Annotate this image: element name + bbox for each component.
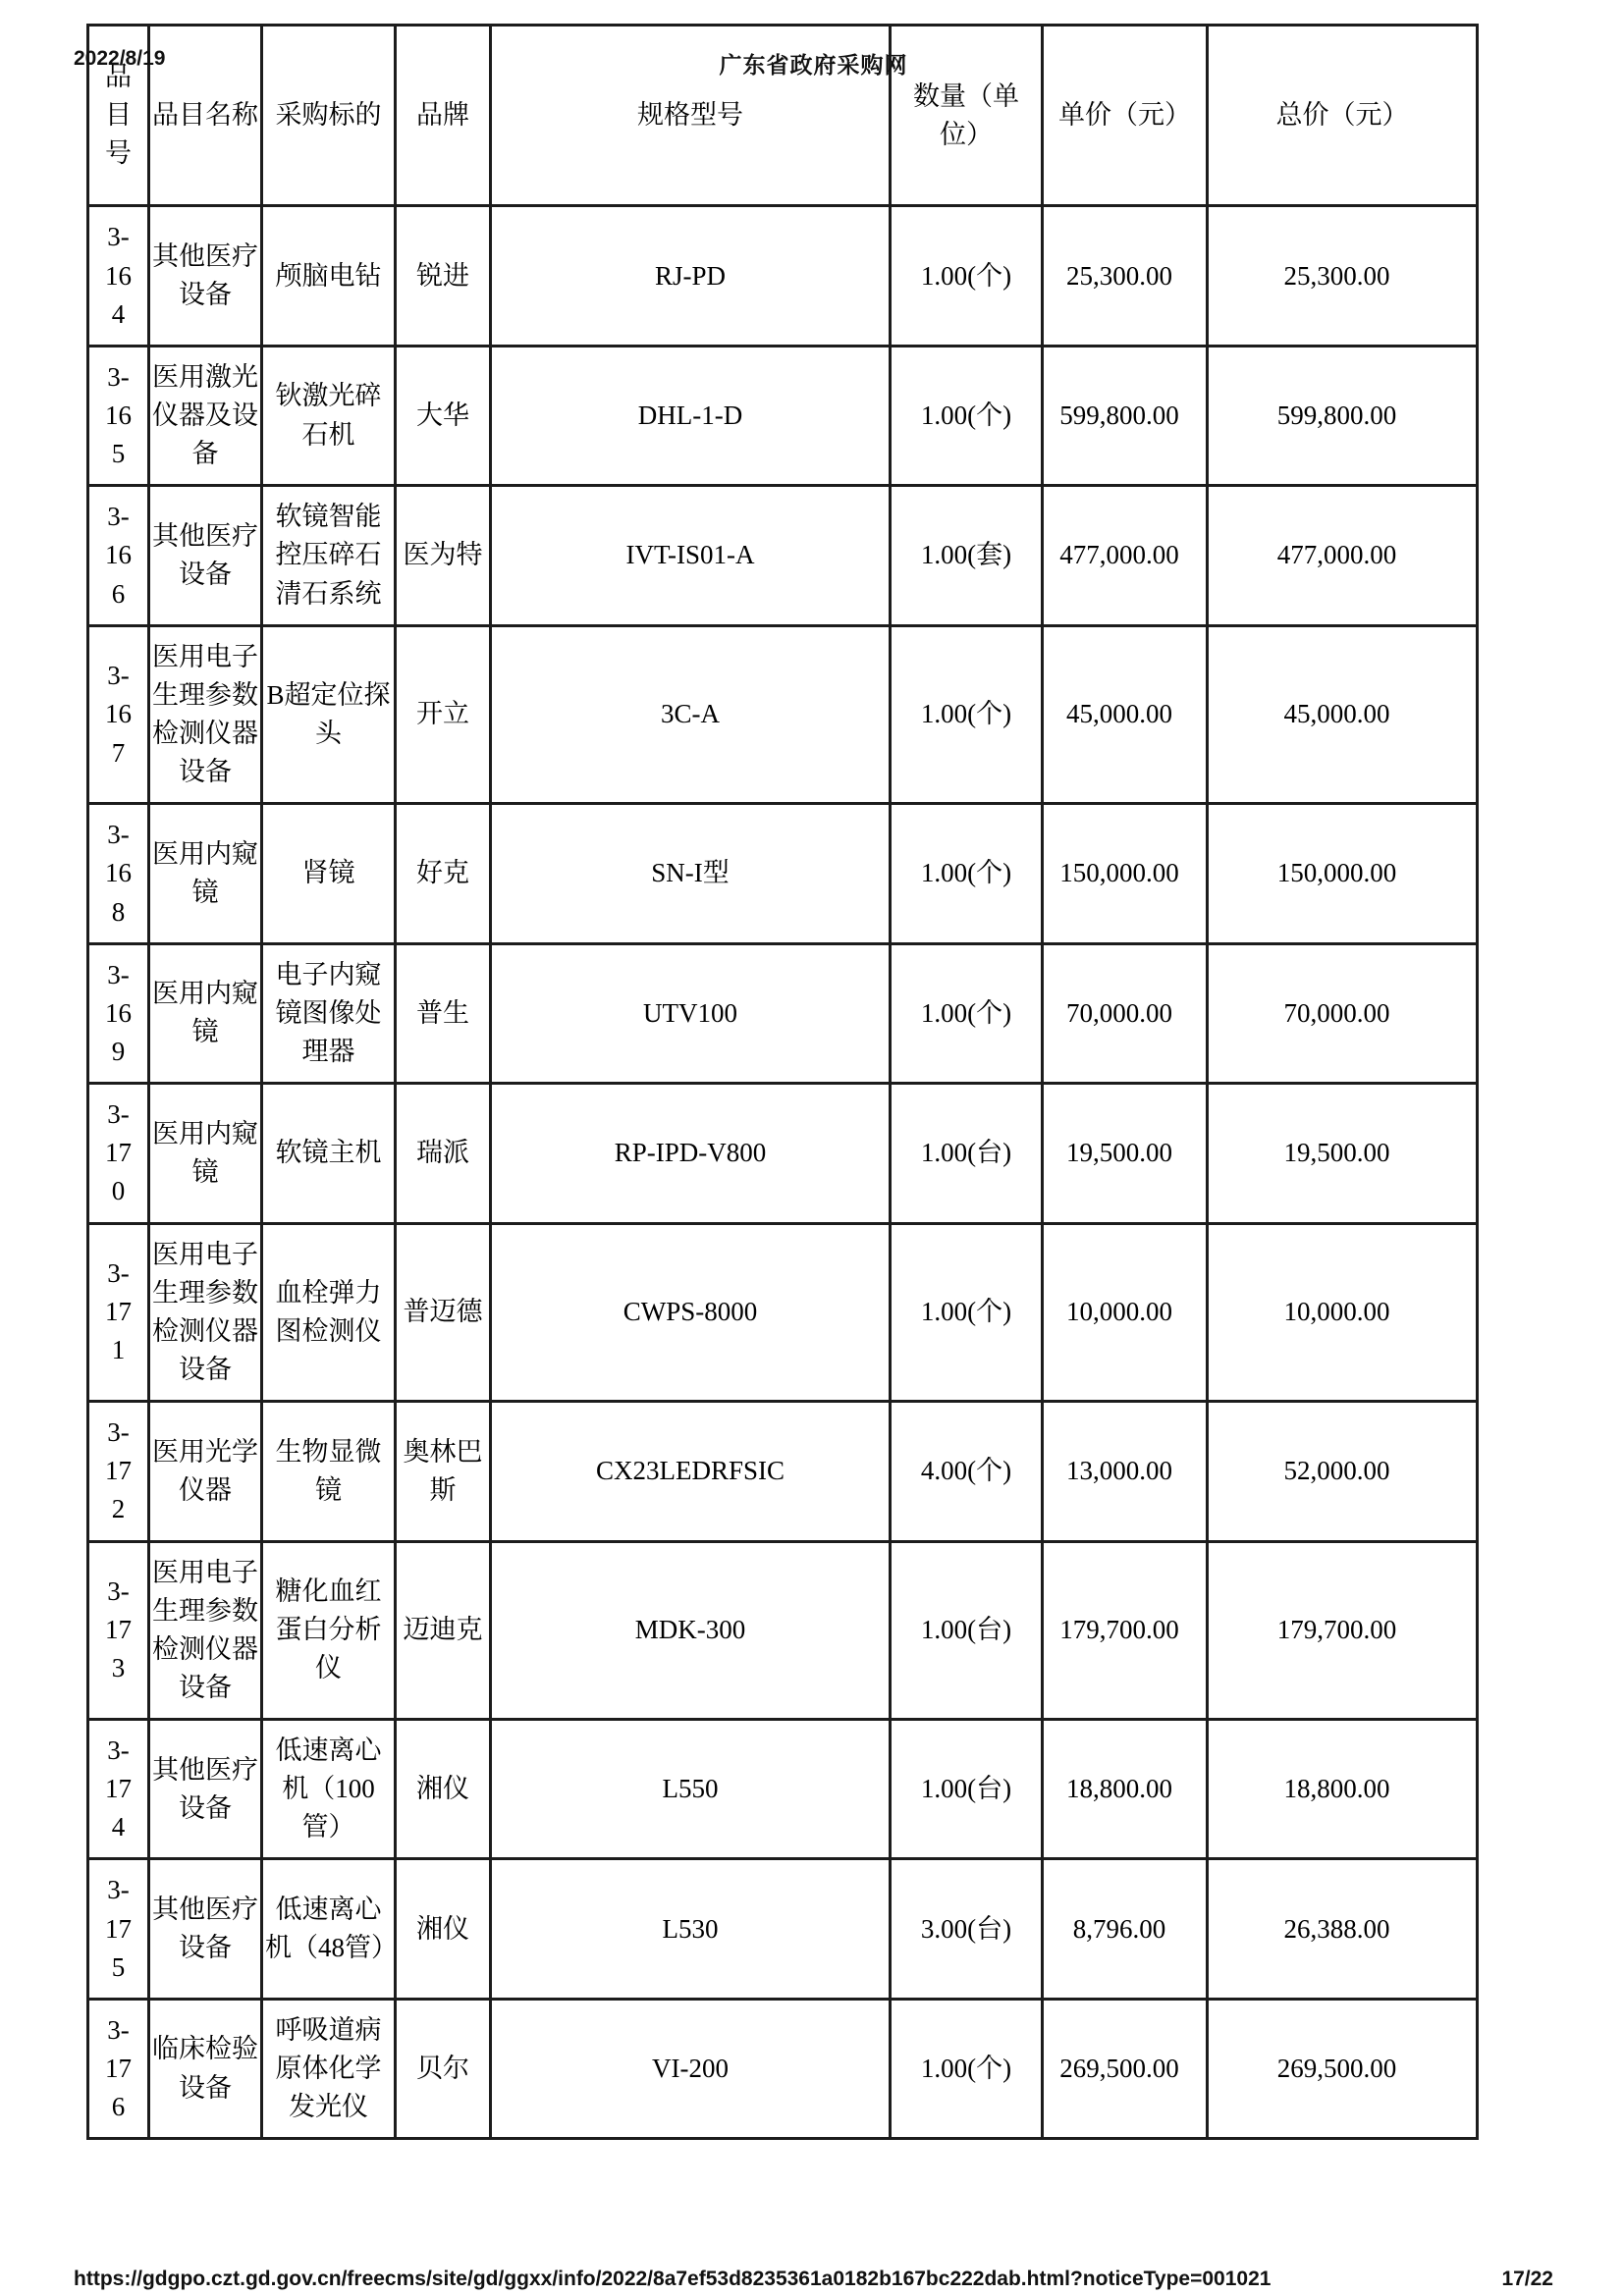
table-row: [88, 1402, 1478, 1541]
cell-model: VI-200: [491, 1999, 891, 2138]
cell-total-price: 599,800.00: [1208, 346, 1478, 485]
cell-item-name: 临床检验设备: [149, 1999, 262, 2138]
cell-model: UTV100: [491, 943, 891, 1083]
cell-target: 钬激光碎石机: [262, 346, 396, 485]
cell-item-name: 医用内窥镜: [149, 804, 262, 943]
source-url: https://gdgpo.czt.gd.gov.cn/freecms/site/gd/ggxx/info/2022/8a7ef53d8235361a0182b167bc222dab.html?noticeType=001021: [74, 2268, 1272, 2290]
cell-item-name: 医用激光仪器及设备: [149, 346, 262, 485]
cell-item-no: 3-172: [88, 1402, 149, 1541]
cell-model: RP-IPD-V800: [491, 1084, 891, 1223]
cell-item-no: 3-169: [88, 943, 149, 1083]
cell-total-price: 45,000.00: [1208, 625, 1478, 804]
cell-brand: 大华: [396, 346, 491, 485]
cell-item-no: 3-166: [88, 486, 149, 625]
print-header: [74, 47, 1553, 77]
cell-target: 低速离心机（100管）: [262, 1720, 396, 1859]
cell-model: 3C-A: [491, 625, 891, 804]
cell-unit-price: 477,000.00: [1043, 486, 1208, 625]
cell-unit-price: 269,500.00: [1043, 1999, 1208, 2138]
cell-model: MDK-300: [491, 1541, 891, 1720]
cell-target: 电子内窥镜图像处理器: [262, 943, 396, 1083]
cell-quantity: 1.00(台): [891, 1084, 1043, 1223]
table-row: [88, 804, 1478, 943]
cell-quantity: 1.00(套): [891, 486, 1043, 625]
cell-item-no: 3-168: [88, 804, 149, 943]
cell-quantity: 1.00(个): [891, 1999, 1043, 2138]
cell-item-name: 其他医疗设备: [149, 486, 262, 625]
cell-item-name: 其他医疗设备: [149, 1720, 262, 1859]
cell-brand: 开立: [396, 625, 491, 804]
cell-quantity: 1.00(个): [891, 1223, 1043, 1402]
cell-target: 肾镜: [262, 804, 396, 943]
cell-unit-price: 10,000.00: [1043, 1223, 1208, 1402]
procurement-items-table: [86, 24, 1479, 2140]
cell-total-price: 179,700.00: [1208, 1541, 1478, 1720]
cell-brand: 湘仪: [396, 1720, 491, 1859]
cell-total-price: 150,000.00: [1208, 804, 1478, 943]
cell-total-price: 269,500.00: [1208, 1999, 1478, 2138]
cell-total-price: 26,388.00: [1208, 1859, 1478, 1999]
cell-target: 低速离心机（48管）: [262, 1859, 396, 1999]
cell-item-no: 3-164: [88, 206, 149, 346]
table-row: [88, 206, 1478, 346]
cell-quantity: 3.00(台): [891, 1859, 1043, 1999]
table-row: [88, 1223, 1478, 1402]
cell-target: 血栓弹力图检测仪: [262, 1223, 396, 1402]
cell-quantity: 1.00(台): [891, 1720, 1043, 1859]
cell-brand: 普生: [396, 943, 491, 1083]
cell-target: 生物显微镜: [262, 1402, 396, 1541]
cell-brand: 锐进: [396, 206, 491, 346]
cell-quantity: 1.00(个): [891, 206, 1043, 346]
cell-brand: 奥林巴斯: [396, 1402, 491, 1541]
table-row: [88, 1999, 1478, 2138]
column-header-item-no: 品目号: [88, 26, 149, 206]
cell-item-name: 医用电子生理参数检测仪器设备: [149, 625, 262, 804]
cell-item-no: 3-174: [88, 1720, 149, 1859]
cell-unit-price: 45,000.00: [1043, 625, 1208, 804]
table-row: [88, 1859, 1478, 1999]
cell-target: B超定位探头: [262, 625, 396, 804]
cell-brand: 瑞派: [396, 1084, 491, 1223]
cell-unit-price: 179,700.00: [1043, 1541, 1208, 1720]
cell-total-price: 70,000.00: [1208, 943, 1478, 1083]
column-header-total-price: 总价（元）: [1208, 26, 1478, 206]
cell-item-name: 医用内窥镜: [149, 1084, 262, 1223]
cell-item-no: 3-175: [88, 1859, 149, 1999]
cell-item-no: 3-173: [88, 1541, 149, 1720]
cell-item-no: 3-171: [88, 1223, 149, 1402]
cell-item-name: 医用光学仪器: [149, 1402, 262, 1541]
cell-item-name: 医用电子生理参数检测仪器设备: [149, 1541, 262, 1720]
cell-brand: 医为特: [396, 486, 491, 625]
table-row: [88, 943, 1478, 1083]
column-header-item-name: 品目名称: [149, 26, 262, 206]
table-row: [88, 1720, 1478, 1859]
cell-quantity: 1.00(个): [891, 346, 1043, 485]
cell-item-name: 医用内窥镜: [149, 943, 262, 1083]
column-header-target: 采购标的: [262, 26, 396, 206]
cell-target: 呼吸道病原体化学发光仪: [262, 1999, 396, 2138]
cell-brand: 普迈德: [396, 1223, 491, 1402]
cell-item-name: 医用电子生理参数检测仪器设备: [149, 1223, 262, 1402]
cell-total-price: 19,500.00: [1208, 1084, 1478, 1223]
table-row: [88, 1541, 1478, 1720]
cell-quantity: 4.00(个): [891, 1402, 1043, 1541]
cell-brand: 贝尔: [396, 1999, 491, 2138]
cell-item-no: 3-165: [88, 346, 149, 485]
cell-target: 软镜智能控压碎石清石系统: [262, 486, 396, 625]
cell-model: DHL-1-D: [491, 346, 891, 485]
cell-total-price: 52,000.00: [1208, 1402, 1478, 1541]
cell-total-price: 25,300.00: [1208, 206, 1478, 346]
print-date: 2022/8/19: [74, 47, 166, 70]
cell-model: RJ-PD: [491, 206, 891, 346]
column-header-model: 规格型号: [491, 26, 891, 206]
cell-unit-price: 150,000.00: [1043, 804, 1208, 943]
table-row: [88, 346, 1478, 485]
page-title: 广东省政府采购网: [719, 52, 908, 78]
cell-target: 糖化血红蛋白分析仪: [262, 1541, 396, 1720]
cell-target: 软镜主机: [262, 1084, 396, 1223]
cell-unit-price: 18,800.00: [1043, 1720, 1208, 1859]
cell-quantity: 1.00(个): [891, 625, 1043, 804]
cell-unit-price: 19,500.00: [1043, 1084, 1208, 1223]
cell-total-price: 10,000.00: [1208, 1223, 1478, 1402]
column-header-brand: 品牌: [396, 26, 491, 206]
cell-quantity: 1.00(台): [891, 1541, 1043, 1720]
cell-quantity: 1.00(个): [891, 804, 1043, 943]
cell-model: SN-I型: [491, 804, 891, 943]
cell-quantity: 1.00(个): [891, 943, 1043, 1083]
cell-model: IVT-IS01-A: [491, 486, 891, 625]
cell-item-name: 其他医疗设备: [149, 206, 262, 346]
page-number: 17/22: [1501, 2268, 1553, 2290]
cell-unit-price: 70,000.00: [1043, 943, 1208, 1083]
cell-brand: 湘仪: [396, 1859, 491, 1999]
cell-unit-price: 8,796.00: [1043, 1859, 1208, 1999]
cell-brand: 迈迪克: [396, 1541, 491, 1720]
cell-item-no: 3-176: [88, 1999, 149, 2138]
cell-unit-price: 599,800.00: [1043, 346, 1208, 485]
print-footer: [74, 2268, 1553, 2291]
table-body: [88, 206, 1478, 2139]
cell-unit-price: 25,300.00: [1043, 206, 1208, 346]
cell-brand: 好克: [396, 804, 491, 943]
column-header-unit-price: 单价（元）: [1043, 26, 1208, 206]
cell-item-name: 其他医疗设备: [149, 1859, 262, 1999]
cell-model: L530: [491, 1859, 891, 1999]
table-row: [88, 486, 1478, 625]
cell-target: 颅脑电钻: [262, 206, 396, 346]
column-header-quantity: 数量（单位）: [891, 26, 1043, 206]
cell-total-price: 477,000.00: [1208, 486, 1478, 625]
table-row: [88, 1084, 1478, 1223]
cell-item-no: 3-167: [88, 625, 149, 804]
cell-item-no: 3-170: [88, 1084, 149, 1223]
cell-model: CX23LEDRFSIC: [491, 1402, 891, 1541]
table-row: [88, 625, 1478, 804]
cell-model: CWPS-8000: [491, 1223, 891, 1402]
cell-total-price: 18,800.00: [1208, 1720, 1478, 1859]
cell-unit-price: 13,000.00: [1043, 1402, 1208, 1541]
cell-model: L550: [491, 1720, 891, 1859]
